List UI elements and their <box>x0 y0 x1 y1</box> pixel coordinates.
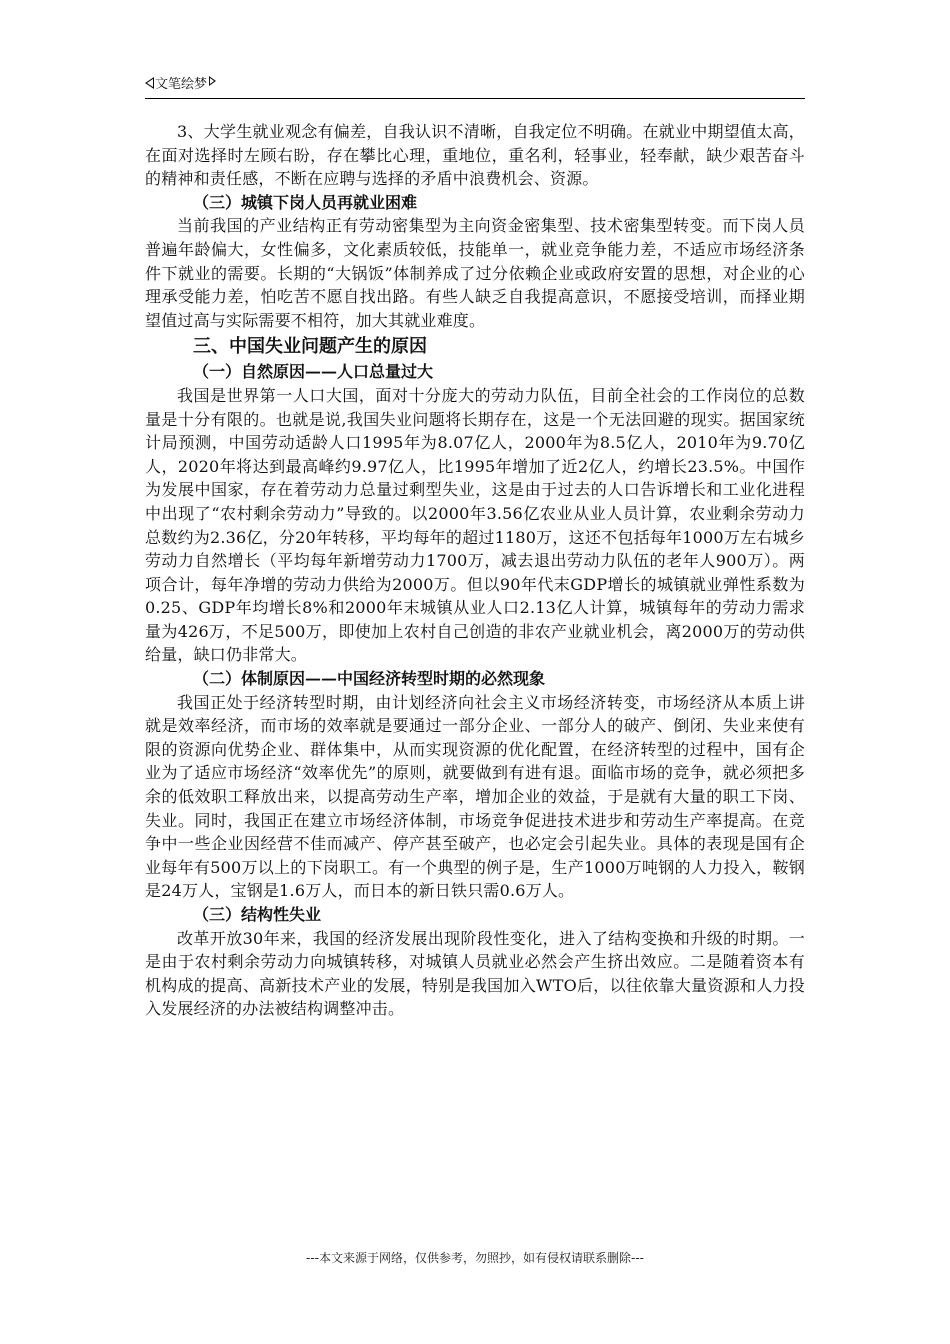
subheading-institutional-causes: （二）体制原因——中国经济转型时期的必然现象 <box>193 669 546 689</box>
section-heading-causes: 三、中国失业问题产生的原因 <box>193 336 427 358</box>
paragraph-graduate-attitude: 3、大学生就业观念有偏差，自我认识不清晰，自我定位不明确。在就业中期望值太高，在面对选择时左顾右盼，存在攀比心理，重地位，重名利，轻事业，轻奉献，缺少艰苦奋斗的精神和责任感，不断在应聘与选择的矛盾中浪费机会、资源。 <box>145 122 805 189</box>
footer-disclaimer: ---本文来源于网络，仅供参考，勿照抄，如有侵权请联系删除--- <box>306 1251 644 1265</box>
paragraph-economic-transition: 我国正处于经济转型时期，由计划经济向社会主义市场经济转变，市场经济从本质上讲就是效率经济，而市场的效率就是要通过一部分企业、一部分人的破产、倒闭、失业来使有限的资源向优势企业、群体集中，从而实现资源的优化配置，在经济转型的过程中，国有企业为了适应市场经济“效率优先”的原则，就要做到有进有退。面临市场的竞争，就必须把多余的低效职工释放出来，以提高劳动生产率，增加企业的效益，于是就有大量的职工下岗、失业。同时，我国正在建立市场经济体制，市场竞争促进技术进步和劳动生产率提高。在竞争中一些企业因经营不佳而减产、停产甚至破产，也必定会引起失业。具体的表现是国有企业每年有500万以上的下岗职工。有一个典型的例子是，生产1000万吨钢的人力投入，鞍钢是24万人，宝钢是1.6万人，而日本的新日铁只需0.6万人。 <box>145 692 805 901</box>
subheading-laid-off-reemployment: （三）城镇下岗人员再就业困难 <box>193 192 418 212</box>
paragraph-structural: 改革开放30年来，我国的经济发展出现阶段性变化，进入了结构变换和升级的时期。一是由于农村剩余劳动力向城镇转移，对城镇人员就业必然会产生挤出效应。二是随着资本有机构成的提高、高新技术产业的发展，特别是我国加入WTO后，以往依靠大量资源和人力投入发展经济的办法被结构调整冲击。 <box>145 928 805 1019</box>
triangle-left-icon <box>145 77 154 89</box>
paragraph-laid-off-workers: 当前我国的产业结构正有劳动密集型为主向资金密集型、技术密集型转变。而下岗人员普遍年龄偏大，女性偏多，文化素质较低，技能单一，就业竞争能力差，不适应市场经济条件下就业的需要。长期的“大锅饭”体制养成了过分依赖企业或政府安置的思想，对企业的心理承受能力差，怕吃苦不愿自找出路。有些人缺乏自我提高意识，不愿接受培训，而择业期望值过高与实际需要不相符，加大其就业难度。 <box>145 216 805 330</box>
triangle-right-icon <box>209 76 216 86</box>
document-body <box>145 120 805 1021</box>
page-header <box>145 76 805 99</box>
paragraph-population: 我国是世界第一人口大国，面对十分庞大的劳动力队伍，目前全社会的工作岗位的总数量是十分有限的。也就是说,我国失业问题将长期存在，这是一个无法回避的现实。据国家统计局预测，中国劳动适龄人口1995年为8.07亿人，2000年为8.5亿人，2010年为9.70亿人，2020年将达到最高峰约9.97亿人，比1995年增加了近2亿人，约增长23.5%。中国作为发展中国家，存在着劳动力总量过剩型失业，这是由于过去的人口告诉增长和工业化进程中出现了“农村剩余劳动力”导致的。以2000年3.56亿农业从业人员计算，农业剩余劳动力总数约为2.36亿，分20年转移，平均每年的超过1180万，这还不包括每年1000万左右城乡劳动力自然增长（平均每年新增劳动力1700万，减去退出劳动力队伍的老年人900万）。两项合计，每年净增的劳动力供给为2000万。但以90年代末GDP增长的城镇就业弹性系数为0.25、GDP年均增长8%和2000年末城镇从业人口2.13亿人计算，城镇每年的劳动力需求量为426万，不足500万，即使加上农村自己创造的非农产业就业机会，离2000万的劳动供给量，缺口仍非常大。 <box>145 385 805 665</box>
subheading-natural-causes: （一）自然原因——人口总量过大 <box>193 362 434 382</box>
brand-text: 文笔绘梦 <box>155 77 208 92</box>
header-brand <box>145 76 216 94</box>
subheading-structural-unemployment: （三）结构性失业 <box>193 905 322 924</box>
